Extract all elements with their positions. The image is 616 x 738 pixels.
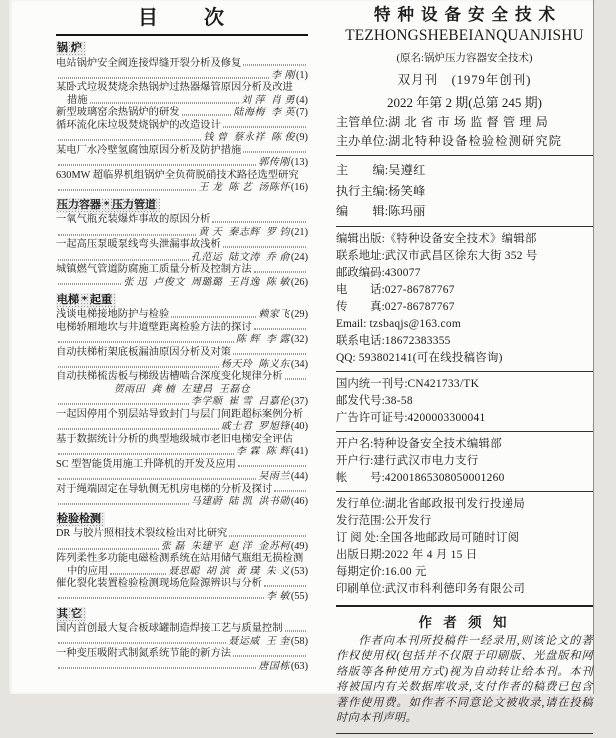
entry-page-number: (46) [290, 496, 308, 507]
toc-entry-line [56, 252, 308, 264]
entry-title: 催化裂化装置检验检测现场危险源辨识与分析 [56, 578, 262, 590]
entry-authors: 马建蔚 陆 凯 洪书勋 [190, 496, 290, 507]
dot-leader [243, 152, 306, 153]
entry-page-number: (34) [290, 359, 308, 371]
toc-entry-line [56, 120, 308, 132]
info-value: 16.00 元 [384, 565, 427, 578]
toc-entry-line [56, 359, 308, 371]
toc-entry-line [56, 591, 308, 603]
dot-leader [58, 503, 189, 504]
toc-entry-line [56, 661, 308, 673]
dot-leader [58, 341, 234, 342]
dot-leader [238, 466, 306, 467]
dot-leader [58, 259, 189, 260]
dot-leader [58, 453, 234, 454]
entry-title: 基于数据统计分析的典型地级城市老旧电梯安全评估 [56, 433, 293, 445]
toc-entry-line [56, 623, 308, 635]
entry-title: SC 型智能货用施工升降机的开发及应用 [56, 458, 236, 470]
info-value: tzsbaqjs@163.com [366, 317, 462, 330]
unit-rows [336, 113, 593, 151]
toc-entry-line [56, 322, 308, 334]
divider [336, 431, 593, 432]
info-value: 《特种设备安全技术》编辑部 [384, 232, 537, 245]
toc-entry-line [56, 384, 308, 396]
entry-page-number: (21) [290, 226, 308, 238]
info-label: 联系电话: [336, 334, 385, 347]
entry-title: 电站锅炉安全阀连接焊缝开裂分析及修复 [56, 57, 242, 69]
entry-authors: 吴雨兰 [258, 471, 290, 483]
info-label: 传 真: [336, 300, 385, 313]
info-value: 吴遵红 [388, 163, 426, 177]
entry-title: 中的应用 [67, 565, 109, 577]
info-row [336, 496, 593, 513]
entry-page-number: (53) [290, 565, 308, 577]
toc-entry-line [56, 82, 308, 94]
entry-title: 一起高压泵暖泵线弯头泄漏事故浅析 [56, 239, 221, 251]
toc-entry-line [56, 446, 308, 458]
info-row [336, 436, 593, 453]
registration-rows [336, 376, 593, 427]
entry-title: 城镇燃气管道防腐施工质量分析及控制方法 [56, 264, 252, 276]
info-value: 武汉市科利德印务有限公司 [384, 582, 526, 595]
dot-leader [110, 573, 166, 574]
info-row [336, 564, 593, 581]
info-value: 2022 年 4 月 15 日 [384, 548, 478, 561]
info-row [336, 160, 593, 181]
entry-page-number: (37) [290, 396, 308, 408]
info-value: 公开发行 [384, 514, 432, 527]
info-value: 特种设备安全技术编辑部 [373, 437, 502, 450]
toc-entry-line [56, 347, 308, 359]
entry-authors: 贺雨田 龚 楠 左建昌 王磊仓 [113, 383, 251, 395]
author-notice-title: 作 者 须 知 [418, 614, 511, 630]
entry-authors: 李 霖 陈 辉 [235, 446, 290, 458]
info-label: 发行范围: [336, 514, 385, 527]
toc-section-header-label: 检验检测 [56, 512, 105, 527]
entry-authors: 赖家飞 [258, 309, 290, 321]
entry-authors: 郭传刚 [258, 157, 290, 169]
bank-rows [336, 436, 593, 487]
toc-entry-line [56, 277, 308, 289]
toc-section-header [56, 292, 308, 308]
info-label: 帐 号: [336, 471, 385, 484]
info-value: 杨笑峰 [388, 183, 426, 198]
info-row [336, 581, 593, 598]
entry-authors: 唐国栋 [258, 660, 290, 672]
info-label: 出版日期: [336, 548, 385, 561]
dot-leader [58, 366, 219, 367]
dot-leader [90, 102, 239, 103]
toc-entry-line [56, 409, 308, 421]
toc-entry-line [56, 496, 308, 508]
info-value: 湖北省邮政报刊发行投递局 [384, 497, 526, 510]
info-row [336, 530, 593, 547]
toc-section-header-label: 电梯 * 起重 [56, 293, 116, 308]
dot-leader [285, 379, 306, 380]
entry-page-number: (40) [290, 421, 308, 433]
journal-title-pinyin: TEZHONGSHEBEIANQUANJISHU [345, 27, 584, 44]
toc-entry-line [56, 239, 308, 251]
divider [336, 155, 593, 156]
info-value: 593802141(可在线投稿咨询) [355, 351, 503, 364]
entry-page-number: (29) [290, 309, 308, 321]
entry-page-number: (26) [290, 276, 308, 288]
info-row [336, 393, 593, 410]
dot-leader [182, 115, 232, 116]
entry-title: 一起因停用个别层站导致封门与层门间距超标案例分析 [56, 408, 304, 420]
entry-authors: 张 迅 卢俊文 周璐璐 王肖逸 陈 敏 [123, 276, 290, 288]
info-row [336, 547, 593, 564]
entry-authors: 孔范运 陆文涛 乔 俞 [190, 251, 290, 263]
entry-title: 浅谈电梯接地防护与检验 [56, 309, 170, 321]
info-row [336, 299, 593, 316]
info-value: 建行武汉市电力支行 [373, 454, 479, 467]
info-label: 邮政编码: [336, 266, 385, 279]
toc-title: 目 次 [138, 7, 226, 29]
toc-entry-line [56, 636, 308, 648]
info-label: 执行主编: [336, 183, 389, 198]
entry-authors: 李 刚 [270, 69, 295, 81]
entry-page-number: (41) [290, 446, 308, 458]
entry-title: 国内首创最大复合板球罐制造焊接工艺与质量控制 [56, 623, 283, 635]
info-value: 4200003300041 [407, 411, 486, 424]
toc-entry-line [56, 182, 308, 194]
entry-title: 措施 [67, 94, 88, 106]
journal-title: 特种设备安全技术 [374, 5, 562, 24]
info-row [336, 333, 593, 350]
info-row [336, 181, 593, 202]
info-label: 每期定价: [336, 565, 385, 578]
info-value: 430077 [384, 266, 421, 279]
toc-entry-line [56, 459, 308, 471]
entry-page-number: (58) [290, 635, 308, 647]
toc-entry-line [56, 371, 308, 383]
info-label: 邮发代号: [336, 394, 385, 407]
info-value: 湖北特种设备检验检测研究院 [388, 134, 563, 148]
issue-line: 2022 年第 2 期(总第 245 期) [387, 95, 542, 110]
toc-entry-line [56, 227, 308, 239]
dot-leader [58, 189, 196, 190]
info-label: 电 话: [336, 283, 385, 296]
dot-leader [58, 139, 201, 140]
entry-page-number: (16) [290, 182, 308, 194]
info-label: 联系地址: [336, 249, 385, 262]
entry-title: 对于绳端固定在导轨侧无机房电梯的分析及探讨 [56, 483, 273, 495]
toc-entry-line [56, 484, 308, 496]
dot-leader [58, 548, 159, 549]
toc-entry-line [56, 170, 308, 182]
toc-entry-line [56, 396, 308, 408]
toc-entry-line [56, 157, 308, 169]
info-value: 武汉市武昌区徐东大街 352 号 [384, 249, 538, 262]
entry-page-number: (49) [290, 540, 308, 552]
dot-leader [285, 630, 306, 631]
dot-leader [58, 234, 196, 235]
info-label: 编辑出版: [336, 232, 385, 245]
info-row [336, 265, 593, 282]
dot-leader [223, 247, 306, 248]
toc-entry-line [56, 145, 308, 157]
entry-title: DR 与胶片照相技术裂纹检出对比研究 [56, 528, 228, 540]
entry-authors: 张 磊 朱建平 赵 洋 金苏柯 [160, 540, 290, 552]
entry-authors: 聂思聪 胡 滨 黄 璞 朱 义 [168, 565, 290, 577]
info-label: 开户名: [336, 437, 374, 450]
toc-entry-line [56, 132, 308, 144]
info-row [336, 350, 593, 367]
info-label: 主 编: [336, 163, 389, 177]
dot-leader [254, 329, 306, 330]
info-row [336, 132, 593, 151]
dot-leader [233, 354, 306, 355]
entry-page-number: (4) [295, 94, 308, 106]
entry-page-number: (32) [290, 334, 308, 346]
info-row [336, 201, 593, 222]
info-value: 湖北省市场监督管理局 [388, 115, 553, 129]
entry-authors: 钱 曾 蔡永祥 陈 俊 [203, 132, 295, 144]
info-label: 印刷单位: [336, 582, 385, 595]
entry-title: 循环流化床垃圾焚烧锅炉的改造设计 [56, 119, 221, 131]
entry-authors: 刘 萍 肖 勇 [240, 94, 295, 106]
author-notice-body: 作者向本刊所投稿件一经录用,则该论文的著作权使用权(包括并不仅限于印刷版、光盘版和网络版等各种使用方式)视为自动转让给本刊。本刊将被国内有关数据库收录,支付作者的稿费已包含著作使用费。如作者不同意论文被收录,请在投稿时向本刊声明。 [336, 634, 593, 725]
notice-bottom-rule [336, 733, 593, 734]
dot-leader [58, 164, 256, 165]
toc-section-header [56, 197, 308, 213]
journal-page [9, 0, 594, 725]
toc-entry-line [56, 528, 308, 540]
info-label: 订 阅 处: [336, 531, 380, 544]
entry-title: 一种变压吸附式制氮系统节能的新方法 [56, 648, 232, 660]
toc-entry-line [56, 471, 308, 483]
entry-page-number: (63) [290, 660, 308, 672]
info-value: CN421733/TK [407, 377, 480, 390]
dot-leader [212, 222, 306, 223]
toc-entry-line [56, 58, 308, 70]
info-row [336, 453, 593, 470]
info-row [336, 231, 593, 248]
editor-rows [336, 160, 593, 222]
entry-title: 某卧式垃圾焚烧余热锅炉过热器爆管原因分析及改进 [56, 82, 293, 94]
toc-column [56, 5, 308, 673]
entry-title: 自动扶梯桁架底板漏油原因分析及对策 [56, 346, 232, 358]
masthead-column [336, 4, 593, 738]
dot-leader [274, 491, 306, 492]
info-value: 全国各地邮政局可随时订阅 [379, 531, 520, 544]
distribution-rows [336, 496, 593, 598]
divider [336, 491, 593, 492]
info-label: QQ: [336, 351, 356, 364]
toc-entry-line [56, 578, 308, 590]
toc-entry-line [56, 95, 308, 107]
info-label: 编 辑: [336, 204, 389, 218]
dot-leader [254, 272, 306, 273]
toc-entry-line [56, 541, 308, 553]
toc-section-header-label: 锅 炉 [56, 41, 86, 56]
former-name: (原名:锅炉压力容器安全技术) [396, 53, 533, 64]
entry-authors: 戚士君 罗旭锋 [220, 421, 290, 433]
entry-authors: 杨天玲 陈义东 [220, 359, 290, 371]
info-value: 18672383355 [384, 334, 451, 347]
info-row [336, 282, 593, 299]
info-row [336, 248, 593, 265]
dot-leader [243, 65, 306, 66]
info-value: 42001865308050001260 [384, 471, 505, 484]
toc-section-header [56, 606, 308, 622]
entry-page-number: (13) [290, 157, 308, 169]
info-row [336, 513, 593, 530]
entry-page-number: (24) [290, 251, 308, 263]
entry-page-number: (7) [295, 107, 308, 119]
dot-leader [58, 668, 256, 669]
entry-page-number: (44) [290, 471, 308, 483]
dot-leader [58, 598, 264, 599]
info-value: 027-86787767 [384, 300, 455, 313]
toc-entry-line [56, 334, 308, 346]
toc-entry-line [56, 553, 308, 565]
entry-page-number: (55) [290, 590, 308, 602]
dot-leader [229, 536, 306, 537]
entry-title: 新型玻璃窑余热锅炉的研发 [56, 107, 180, 119]
toc-section-header [56, 40, 308, 56]
info-label: 国内统一刊号: [336, 377, 408, 390]
entry-authors: 聂运威 王 奎 [228, 635, 290, 647]
dot-leader [58, 77, 269, 78]
publishing-rows [336, 231, 593, 367]
info-value: 陈玛丽 [388, 204, 426, 218]
info-label: Email: [336, 317, 367, 330]
toc-section-header-label: 其 它 [56, 607, 86, 622]
info-row [336, 376, 593, 393]
info-row [336, 316, 593, 333]
toc-entry-line [56, 264, 308, 276]
notice-top-rule [336, 605, 593, 607]
info-label: 开户行: [336, 454, 374, 467]
entry-title: 阵列柔性多功能电磁检测系统在站用储气瓶组无损检测 [56, 553, 304, 565]
info-value: 38-58 [384, 394, 413, 407]
info-label: 发行单位: [336, 497, 385, 510]
entry-authors: 王 龙 陈 艺 汤陈怀 [198, 182, 290, 194]
divider [336, 226, 593, 227]
info-label: 广告许可证号: [336, 411, 408, 424]
toc-entry-line [56, 70, 308, 82]
toc-entry-line [56, 421, 308, 433]
info-row [336, 470, 593, 487]
entry-page-number: (1) [295, 69, 308, 81]
entry-authors: 黄 天 秦志辉 罗 钧 [198, 226, 290, 238]
frequency-line: 双月刊 (1979年创刊) [397, 73, 532, 87]
entry-authors: 李学顺 崔 雪 吕嘉伦 [190, 396, 290, 408]
dot-leader [58, 429, 219, 430]
toc-section-header-label: 压力容器 * 压力管道 [56, 198, 160, 213]
info-label: 主办单位: [336, 134, 389, 148]
toc-section-header [56, 511, 308, 527]
entry-authors: 陆海梅 李 英 [233, 107, 295, 119]
entry-authors: 陈 辉 李 露 [235, 334, 290, 346]
toc-sections [56, 40, 308, 673]
toc-title-rule [56, 34, 308, 36]
info-value: 027-86787767 [384, 283, 455, 296]
entry-authors: 李 敏 [265, 590, 290, 602]
entry-title: 电梯轿厢地坎与井道壁距离检验方法的探讨 [56, 321, 252, 333]
entry-title: 一氧气瓶充装爆炸事故的原因分析 [56, 214, 211, 226]
toc-entry-line [56, 566, 308, 578]
entry-title: 某电厂水冷壁氢腐蚀原因分析及防护措施 [56, 144, 242, 156]
dot-leader [223, 127, 306, 128]
entry-title: 630MW 超临界机组锅炉全负荷脱硝技术路径选型研究 [56, 169, 299, 181]
info-label: 主管单位: [336, 115, 389, 129]
divider [336, 371, 593, 372]
toc-entry-line [56, 107, 308, 119]
toc-entry-line [56, 214, 308, 226]
entry-title: 自动扶梯梳齿板与梯级齿槽啮合深度变化规律分析 [56, 371, 283, 383]
toc-entry-line [56, 309, 308, 321]
entry-page-number: (9) [295, 132, 308, 144]
toc-entry-line [56, 434, 308, 446]
info-row [336, 410, 593, 427]
dot-leader [58, 643, 226, 644]
dot-leader [58, 284, 121, 285]
dot-leader [58, 404, 189, 405]
dot-leader [233, 655, 306, 656]
dot-leader [171, 316, 256, 317]
info-row [336, 113, 593, 132]
toc-entry-line [56, 648, 308, 660]
dot-leader [264, 585, 306, 586]
dot-leader [58, 478, 256, 479]
